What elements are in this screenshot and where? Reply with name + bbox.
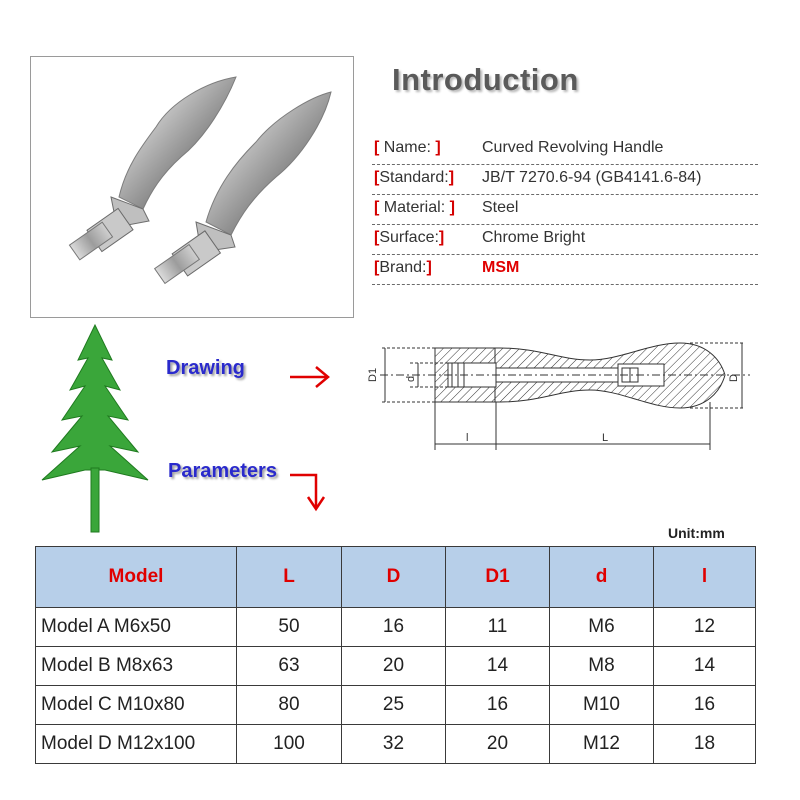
- table-cell: 25: [342, 686, 446, 725]
- unit-label: Unit:mm: [668, 525, 725, 541]
- table-cell: 20: [342, 647, 446, 686]
- tree-icon: [30, 320, 160, 535]
- table-cell: 20: [446, 725, 550, 764]
- table-cell: M8: [550, 647, 654, 686]
- column-header: D1: [446, 547, 550, 608]
- spec-value: Curved Revolving Handle: [482, 139, 664, 156]
- table-cell: M12: [550, 725, 654, 764]
- technical-drawing: [360, 338, 760, 458]
- table-cell: 32: [342, 725, 446, 764]
- spec-value: Chrome Bright: [482, 229, 586, 246]
- spec-value-brand: MSM: [482, 259, 520, 276]
- table-cell: 100: [237, 725, 342, 764]
- column-header: Model: [36, 547, 237, 608]
- spec-value: Steel: [482, 199, 519, 216]
- spec-row-name: [372, 134, 758, 165]
- right-arrow-icon: [288, 364, 334, 390]
- column-header: D: [342, 547, 446, 608]
- table-cell: 14: [446, 647, 550, 686]
- spec-row-surface: [372, 224, 758, 255]
- table-cell: 80: [237, 686, 342, 725]
- table-cell: 18: [654, 725, 756, 764]
- handle-photo-image: [31, 57, 353, 317]
- dim-label-d: d: [405, 375, 417, 382]
- dim-label-D1: D1: [367, 367, 379, 382]
- spec-row-brand: [372, 254, 758, 285]
- table-cell: 16: [654, 686, 756, 725]
- table-cell: Model D M12x100: [36, 725, 237, 764]
- table-row: [36, 608, 756, 647]
- table-cell: 63: [237, 647, 342, 686]
- dim-label-L: L: [602, 432, 609, 444]
- table-cell: 16: [342, 608, 446, 647]
- column-header: L: [237, 547, 342, 608]
- table-row: [36, 725, 756, 764]
- spec-row-material: [372, 194, 758, 225]
- table-row: [36, 647, 756, 686]
- drawing-heading: Drawing: [166, 357, 245, 379]
- table-cell: 12: [654, 608, 756, 647]
- table-cell: M10: [550, 686, 654, 725]
- product-photo: [30, 56, 354, 318]
- table-header-row: [36, 547, 756, 608]
- parameter-table: [35, 546, 756, 764]
- table-cell: 14: [654, 647, 756, 686]
- down-arrow-icon: [288, 465, 332, 515]
- spec-label: [Standard:]: [374, 169, 455, 186]
- column-header: l: [654, 547, 756, 608]
- table-cell: Model A M6x50: [36, 608, 237, 647]
- spec-label: [Surface:]: [374, 229, 445, 246]
- spec-row-standard: [372, 164, 758, 195]
- spec-value: JB/T 7270.6-94 (GB4141.6-84): [482, 169, 702, 186]
- spec-label: [ Name: ]: [374, 139, 441, 156]
- table-cell: Model B M8x63: [36, 647, 237, 686]
- column-header: d: [550, 547, 654, 608]
- spec-label: [Brand:]: [374, 259, 432, 276]
- dim-label-l: l: [466, 432, 469, 444]
- introduction-title: Introduction: [392, 62, 579, 97]
- table-row: [36, 686, 756, 725]
- table-cell: 16: [446, 686, 550, 725]
- dim-label-D: D: [728, 374, 740, 382]
- table-cell: M6: [550, 608, 654, 647]
- table-cell: 50: [237, 608, 342, 647]
- table-cell: Model C M10x80: [36, 686, 237, 725]
- spec-label: [ Material: ]: [374, 199, 455, 216]
- table-cell: 11: [446, 608, 550, 647]
- parameters-heading: Parameters: [168, 460, 277, 482]
